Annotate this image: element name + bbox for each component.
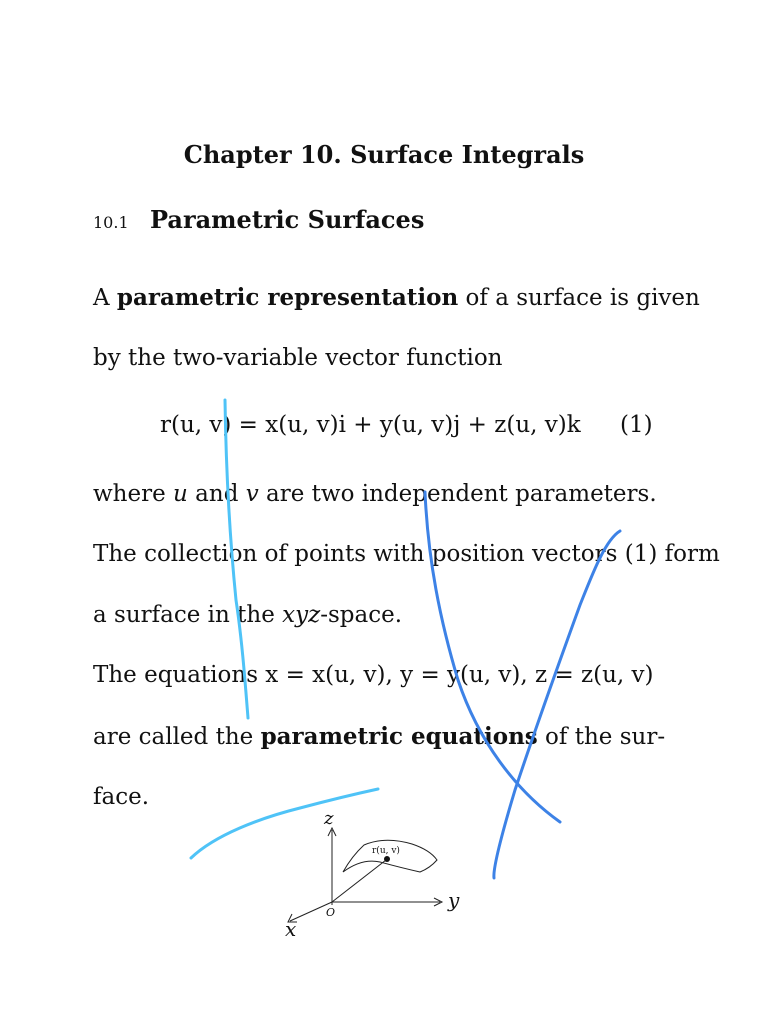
section-number: 10.1 — [93, 213, 129, 232]
point-label: r(u, v) — [372, 846, 400, 856]
text-span: a surface in the — [93, 602, 283, 628]
text-span: and — [187, 481, 246, 507]
origin-label: O — [326, 906, 336, 919]
display-equation: r(u, v) = x(u, v)i + y(u, v)j + z(u, v)k — [160, 412, 581, 438]
paragraph-line: face. — [93, 784, 150, 810]
paragraph-line: The collection of points with position vectors (1) form — [93, 541, 720, 567]
text-span: A — [93, 285, 117, 311]
pen-stroke — [225, 400, 248, 718]
equation-number: (1) — [620, 412, 653, 438]
math-variable: u — [173, 481, 188, 507]
x-axis-label: x — [285, 917, 297, 941]
chapter-title: Chapter 10. Surface Integrals — [183, 140, 585, 169]
term-parametric-equations: parametric equations — [260, 723, 538, 750]
pen-stroke — [191, 789, 378, 858]
text-span: where — [93, 481, 174, 507]
text-span: -space. — [320, 602, 403, 628]
pen-stroke — [425, 492, 560, 822]
pen-stroke — [494, 531, 620, 878]
text-span: of the sur- — [537, 724, 666, 750]
y-axis-label: y — [448, 888, 460, 912]
paragraph-line: by the two-variable vector function — [93, 345, 503, 371]
text-span: are called the — [93, 724, 261, 750]
z-axis-label: z — [324, 808, 334, 829]
text-span: of a surface is given — [458, 285, 700, 311]
math-variable: v — [245, 481, 259, 507]
math-variable: xyz — [282, 602, 321, 628]
text-span: are two independent parameters. — [258, 481, 657, 507]
term-parametric-representation: parametric representation — [116, 284, 459, 311]
section-title: Parametric Surfaces — [150, 205, 425, 234]
paragraph-line: The equations x = x(u, v), y = y(u, v), z = z(u, v) — [93, 662, 654, 688]
